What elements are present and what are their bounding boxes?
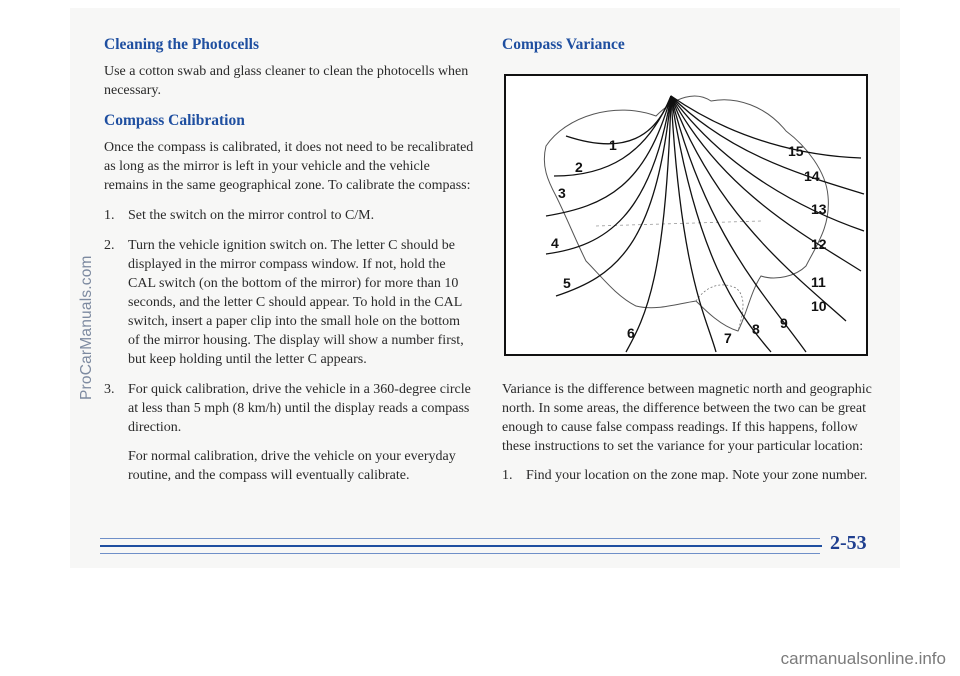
zone-label-5: 5 — [563, 275, 571, 291]
zone-label-2: 2 — [575, 159, 583, 175]
normal-calibration-text: For normal calibration, drive the vehicle on your everyday routine, and the compass will eventually calibrate. — [128, 449, 456, 483]
step-number: 2. — [104, 238, 115, 253]
step-text: Find your location on the zone map. Note your zone number. — [526, 468, 868, 483]
calibration-step-2 — [104, 236, 474, 369]
zone-label-7: 7 — [724, 330, 732, 346]
footer-rule-top — [100, 538, 820, 539]
calibration-step-1 — [104, 206, 474, 225]
step-text: Turn the vehicle ignition switch on. The letter C should be displayed in the mirror compass window. If not, hold the CAL switch (on the bottom of the mirror) for more than 10 seconds, and the letter C should appear. To hold in the CAL switch, insert a paper clip into the small hole on the bottom of the mirror housing. The display will show a number first, but keep holding until the letter C appears. — [128, 238, 464, 367]
variance-text: Variance is the difference between magnetic north and geographic north. In some areas, the difference between the two can be great enough to cause false compass readings. If this happens, follow these instructions to set the variance for your particular location: — [502, 382, 872, 454]
cleaning-heading: Cleaning the Photocells — [104, 36, 259, 53]
zone-label-3: 3 — [558, 185, 566, 201]
left-column — [104, 36, 474, 485]
watermark: ProCarManuals.com — [78, 255, 95, 400]
footer-rule — [100, 545, 822, 547]
variance-body — [502, 380, 882, 485]
calibration-step-3 — [104, 380, 474, 437]
step-number: 3. — [104, 382, 115, 397]
zone-label-4: 4 — [551, 235, 559, 251]
page-number: 2-53 — [830, 532, 867, 554]
step-text: For quick calibration, drive the vehicle in a 360-degree circle at less than 5 mph (8 km/h) until the display reads a compass direction. — [128, 382, 471, 435]
zone-label-1: 1 — [609, 137, 617, 153]
step-text: Set the switch on the mirror control to C/M. — [128, 208, 375, 223]
zone-label-15: 15 — [788, 143, 804, 159]
calibration-steps — [104, 206, 474, 437]
variance-heading: Compass Variance — [502, 36, 625, 53]
footer-site-link[interactable]: carmanualsonline.info — [780, 649, 946, 668]
compass-zone-map — [504, 74, 868, 356]
zone-label-13: 13 — [811, 201, 827, 217]
zone-map-drawing — [506, 76, 866, 354]
zone-label-14: 14 — [804, 168, 820, 184]
cleaning-text: Use a cotton swab and glass cleaner to clean the photocells when necessary. — [104, 64, 469, 98]
variance-steps — [502, 466, 882, 485]
zone-label-6: 6 — [627, 325, 635, 341]
calibration-heading: Compass Calibration — [104, 112, 245, 129]
step-number: 1. — [104, 208, 115, 223]
footer-rule-bottom — [100, 553, 820, 554]
zone-label-8: 8 — [752, 321, 760, 337]
zone-label-10: 10 — [811, 298, 827, 314]
calibration-intro: Once the compass is calibrated, it does not need to be recalibrated as long as the mirror is left in your vehicle and the vehicle remains in the same geographical zone. To calibrate the compass: — [104, 140, 474, 193]
border-line — [596, 221, 761, 226]
zone-label-11: 11 — [811, 274, 826, 290]
zone-label-12: 12 — [811, 236, 827, 252]
variance-step-1 — [502, 466, 882, 485]
step-number: 1. — [502, 468, 513, 483]
zone-label-9: 9 — [780, 315, 788, 331]
right-column — [502, 36, 882, 54]
